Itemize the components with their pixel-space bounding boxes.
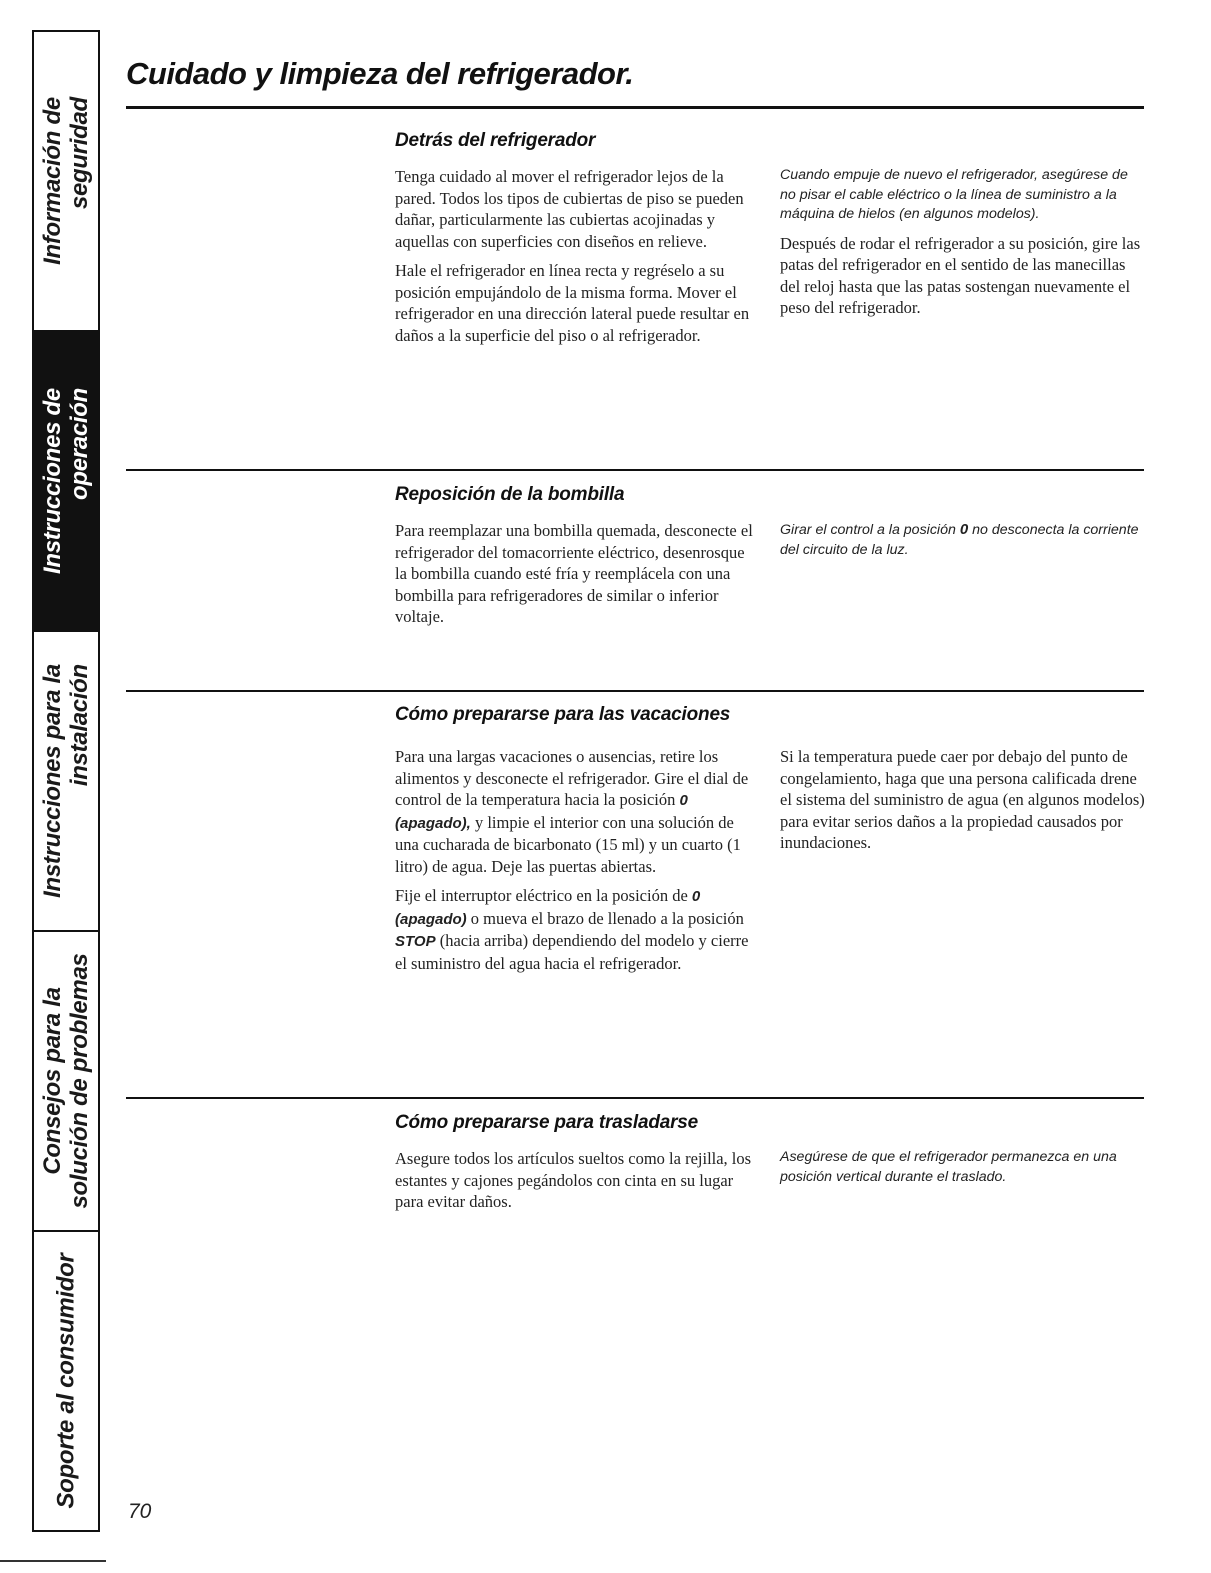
section-vacation — [395, 704, 1145, 982]
note-text: Girar el control a la posición — [780, 522, 956, 538]
tab-label-line1: Información de — [39, 97, 66, 265]
section-title: Cómo prepararse para trasladarse — [395, 1112, 699, 1133]
page-title: Cuidado y limpieza del refrigerador. — [126, 56, 634, 91]
section-title: Detrás del refrigerador — [395, 130, 596, 151]
body-text: o mueva el brazo de llenado a la posición — [470, 908, 744, 928]
tab-label-line2: seguridad — [66, 97, 93, 210]
body-text: (hacia arriba) dependiendo del modelo y cierre el suministro del agua hacia el refrigerador. — [395, 931, 749, 973]
footer-rule — [0, 1560, 106, 1562]
section-behind-refrigerator — [395, 130, 1145, 354]
tab-label — [39, 953, 93, 1208]
right-column — [780, 520, 1145, 636]
tab-instrucciones-para-la-instalacion[interactable] — [34, 632, 98, 932]
body-paragraph: Para reemplazar una bombilla quemada, desconecte el refrigerador del tomacorriente eléctrico, desenrosque la bombilla cuando esté fría y reemplácela con una bombilla para refrigeradores de similar o inferior voltaje. — [395, 521, 753, 626]
right-column — [780, 1148, 1145, 1221]
body-paragraph — [395, 885, 760, 974]
tab-label-line1: Instrucciones para la — [39, 664, 66, 898]
tab-consejos-para-la-solucion[interactable] — [34, 932, 98, 1232]
section-divider — [126, 1097, 1144, 1099]
body-paragraph — [395, 746, 760, 877]
body-paragraph: Después de rodar el refrigerador a su posición, gire las patas del refrigerador en el sentido de las manecillas del reloj hasta que las patas sostengan nuevamente el peso del refrigerador. — [780, 233, 1141, 317]
section-tabs — [32, 30, 100, 1532]
tab-label-line1: Consejos para la — [39, 987, 66, 1175]
body-paragraph: Si la temperatura puede caer por debajo del punto de congelamiento, haga que una persona calificada drene el sistema del suministro de agua (en algunos modelos) para evitar serios daños a la propiedad causados por inundaciones. — [780, 747, 1145, 852]
section-divider — [126, 469, 1144, 471]
tab-instrucciones-de-operacion[interactable] — [34, 332, 98, 632]
body-text: Fije el interruptor eléctrico en la posición de — [395, 886, 688, 905]
tab-label-line2: solución de problemas — [66, 953, 93, 1209]
section-moving — [395, 1112, 1145, 1221]
caution-note: Asegúrese de que el refrigerador permanezca en una posición vertical durante el traslado. — [780, 1149, 1117, 1185]
right-column — [780, 166, 1145, 354]
title-divider — [126, 106, 1144, 109]
tab-informacion-de-seguridad[interactable] — [34, 32, 98, 332]
section-title: Cómo prepararse para las vacaciones — [395, 704, 731, 725]
tab-label-line1: Soporte al consumidor — [52, 1253, 80, 1509]
tab-label-line2: operación — [66, 388, 93, 501]
tab-label — [39, 664, 93, 898]
body-text: y limpie el interior con una solución de una cucharada de bicarbonato (15 ml) y un cuarto (1 litro) de agua. Deje las puertas abiertas. — [395, 812, 741, 876]
position-zero: 0 — [959, 521, 969, 538]
section-bulb-replacement — [395, 484, 1145, 636]
tab-label — [39, 97, 93, 265]
left-column — [395, 746, 760, 982]
body-paragraph: Tenga cuidado al mover el refrigerador lejos de la pared. Todos los tipos de cubiertas de piso se pueden dañar, particularmente las cubiertas acojinadas y aquellas con superficies con diseños en relieve. — [395, 167, 744, 251]
caution-note — [780, 520, 1145, 560]
note-text: no desconecta la corriente del circuito de la luz. — [780, 522, 1139, 558]
body-paragraph: Hale el refrigerador en línea recta y regréselo a su posición empujándolo de la misma forma. Mover el refrigerador en una dirección lateral puede resultar en daños a la superficie del piso o al refrigerador. — [395, 261, 750, 345]
caution-note: Cuando empuje de nuevo el refrigerador, asegúrese de no pisar el cable eléctrico o la línea de suministro a la máquina de hielos (en algunos modelos). — [780, 167, 1128, 222]
position-stop: STOP — [395, 933, 436, 950]
tab-label — [39, 388, 93, 574]
tab-label-line1: Instrucciones de — [39, 388, 66, 574]
page-number: 70 — [128, 1500, 152, 1523]
left-column — [395, 166, 760, 354]
tab-label — [53, 1253, 80, 1508]
body-text: Para una largas vacaciones o ausencias, retire los alimentos y desconecte el refrigerador. Gire el dial de control de la temperatura hacia la posición — [395, 747, 749, 809]
position-off: 0 (apagado), — [395, 792, 688, 832]
position-off: 0 (apagado) — [395, 888, 701, 928]
tab-soporte-al-consumidor[interactable] — [34, 1232, 98, 1530]
left-column — [395, 1148, 760, 1221]
left-column — [395, 520, 760, 636]
tab-label-line2: instalación — [66, 664, 93, 787]
body-paragraph: Asegure todos los artículos sueltos como la rejilla, los estantes y cajones pegándolos con cinta en su lugar para evitar daños. — [395, 1149, 752, 1211]
section-title: Reposición de la bombilla — [395, 484, 625, 505]
right-column — [780, 746, 1145, 982]
section-divider — [126, 690, 1144, 692]
